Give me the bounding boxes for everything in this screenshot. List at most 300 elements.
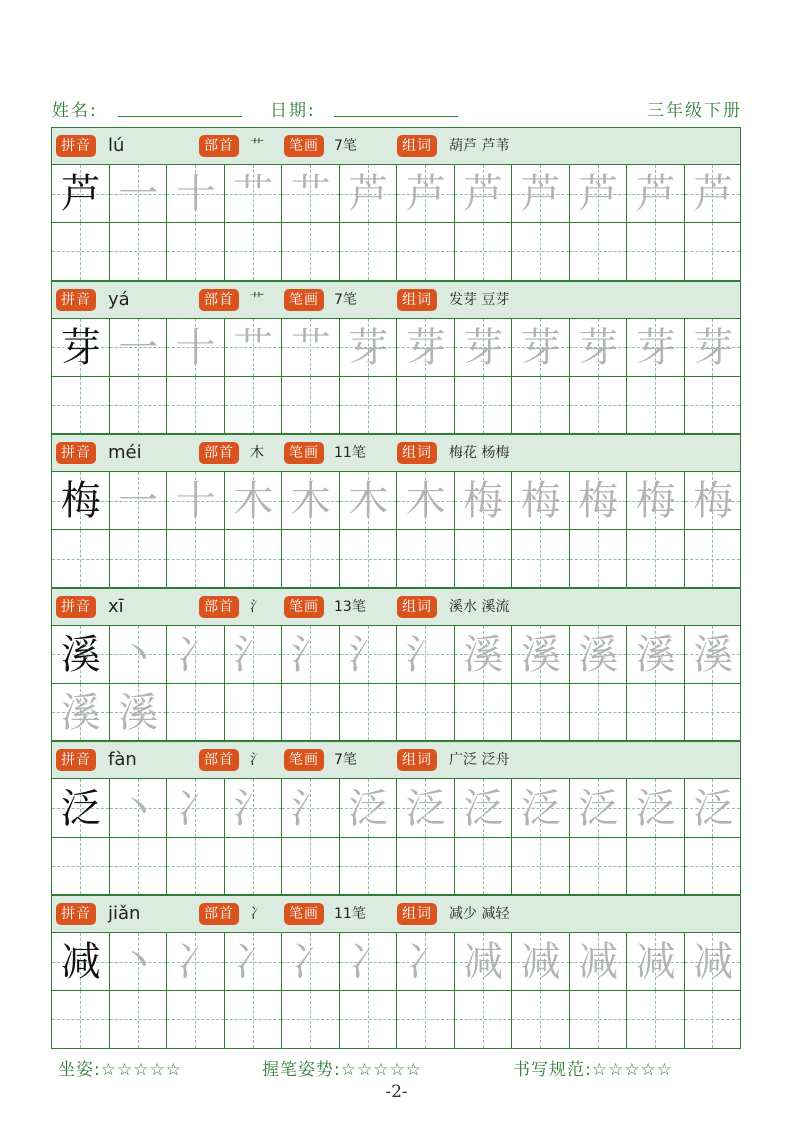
writing-cell[interactable]	[626, 683, 684, 741]
character-block	[51, 127, 741, 281]
guide-line	[540, 530, 541, 586]
worksheet-header	[52, 96, 742, 122]
writing-cell[interactable]	[339, 932, 397, 990]
guide-line	[712, 377, 713, 433]
writing-cell[interactable]	[109, 683, 167, 741]
writing-cell[interactable]	[511, 837, 569, 895]
writing-cell[interactable]	[511, 471, 569, 529]
writing-cell[interactable]	[511, 529, 569, 587]
model-character: 溪	[60, 631, 101, 678]
writing-cell[interactable]	[339, 683, 397, 741]
character-block	[51, 434, 741, 588]
guide-line	[253, 684, 254, 740]
strokes-value: 13笔	[334, 598, 366, 615]
writing-cell[interactable]	[109, 376, 167, 434]
writing-cell[interactable]	[281, 376, 339, 434]
writing-cell[interactable]	[626, 990, 684, 1048]
words-value: 葫芦 芦苇	[449, 138, 510, 154]
guide-line	[138, 991, 139, 1047]
writing-cell[interactable]	[281, 471, 339, 529]
guide-line	[253, 223, 254, 279]
writing-cell[interactable]	[626, 932, 684, 990]
pinyin-tag: 拼音	[56, 903, 96, 925]
writing-cell[interactable]	[166, 222, 224, 280]
trace-character: 一	[118, 478, 159, 525]
guide-line	[655, 377, 656, 433]
trace-character: 氵	[348, 631, 389, 678]
trace-character: 芦	[578, 171, 619, 218]
writing-cell[interactable]	[396, 778, 454, 836]
writing-cell[interactable]	[396, 837, 454, 895]
writing-cell[interactable]	[51, 683, 109, 741]
radical-tag: 部首	[199, 596, 239, 618]
trace-character: 艹	[233, 324, 274, 371]
trace-character: 梅	[635, 478, 676, 525]
writing-cell[interactable]	[511, 990, 569, 1048]
guide-line	[540, 991, 541, 1047]
guide-line	[80, 530, 81, 586]
trace-character: 芽	[405, 324, 446, 371]
guide-line	[80, 223, 81, 279]
trace-character: 冫	[175, 785, 216, 832]
trace-character: 氵	[290, 631, 331, 678]
writing-cell[interactable]	[109, 778, 167, 836]
trace-character: 梅	[520, 478, 561, 525]
writing-cell[interactable]	[684, 778, 742, 836]
writing-cell[interactable]	[166, 318, 224, 376]
writing-cell[interactable]	[454, 318, 512, 376]
pinyin-value: jiǎn	[108, 903, 141, 924]
writing-cell[interactable]	[224, 625, 282, 683]
pinyin-value: yá	[108, 288, 130, 310]
trace-character: 芦	[520, 171, 561, 218]
writing-cell[interactable]	[626, 376, 684, 434]
writing-cell[interactable]	[569, 164, 627, 222]
trace-character: 木	[233, 478, 274, 525]
writing-cell[interactable]	[569, 625, 627, 683]
guide-line	[368, 684, 369, 740]
trace-character: 泛	[635, 785, 676, 832]
writing-cell[interactable]	[224, 529, 282, 587]
words-tag: 组词	[397, 596, 437, 618]
writing-cell[interactable]	[511, 318, 569, 376]
trace-character: 冫	[348, 939, 389, 986]
writing-cell[interactable]	[454, 778, 512, 836]
trace-character: 十	[175, 324, 216, 371]
trace-character: 冫	[175, 939, 216, 986]
trace-character: 梅	[578, 478, 619, 525]
writing-cell[interactable]	[569, 778, 627, 836]
writing-cell[interactable]	[224, 222, 282, 280]
writing-cell[interactable]	[51, 932, 109, 990]
writing-cell[interactable]	[454, 932, 512, 990]
writing-cell[interactable]	[166, 778, 224, 836]
writing-cell[interactable]	[109, 990, 167, 1048]
writing-cell[interactable]	[51, 778, 109, 836]
writing-cell[interactable]	[166, 990, 224, 1048]
writing-cell[interactable]	[396, 164, 454, 222]
writing-cell[interactable]	[396, 471, 454, 529]
trace-character: 冫	[290, 939, 331, 986]
strokes-tag: 笔画	[284, 903, 324, 925]
writing-cell[interactable]	[454, 683, 512, 741]
guide-line	[138, 530, 139, 586]
trace-character: 芽	[520, 324, 561, 371]
writing-cell[interactable]	[396, 529, 454, 587]
writing-cell[interactable]	[569, 222, 627, 280]
guide-line	[425, 838, 426, 894]
radical-value: 冫	[250, 906, 264, 922]
trace-character: 减	[520, 939, 561, 986]
guide-line	[483, 377, 484, 433]
writing-cell[interactable]	[166, 625, 224, 683]
writing-cell[interactable]	[109, 222, 167, 280]
writing-cell[interactable]	[224, 932, 282, 990]
guide-line	[368, 838, 369, 894]
writing-cell[interactable]	[626, 625, 684, 683]
writing-cell[interactable]	[396, 932, 454, 990]
words-value: 发芽 豆芽	[449, 291, 510, 308]
trace-character: 泛	[463, 785, 504, 832]
tianzige-grid	[51, 778, 741, 895]
grade-label: 三年级下册	[647, 101, 742, 121]
writing-cell[interactable]	[339, 222, 397, 280]
pinyin-value: méi	[108, 442, 142, 464]
writing-cell[interactable]	[51, 318, 109, 376]
guide-line	[195, 684, 196, 740]
writing-cell[interactable]	[166, 376, 224, 434]
writing-cell[interactable]	[569, 837, 627, 895]
writing-cell[interactable]	[511, 683, 569, 741]
guide-line	[540, 223, 541, 279]
writing-cell[interactable]	[569, 683, 627, 741]
writing-cell[interactable]	[109, 471, 167, 529]
tianzige-grid	[51, 625, 741, 742]
writing-cell[interactable]	[569, 529, 627, 587]
writing-cell[interactable]	[51, 164, 109, 222]
writing-cell[interactable]	[109, 932, 167, 990]
radical-value: 氵	[250, 752, 264, 769]
trace-character: 芦	[693, 171, 734, 218]
trace-character: 溪	[520, 631, 561, 678]
writing-cell[interactable]	[281, 318, 339, 376]
writing-cell[interactable]	[454, 222, 512, 280]
writing-cell[interactable]	[511, 164, 569, 222]
trace-character: 十	[175, 171, 216, 218]
guide-line	[655, 684, 656, 740]
writing-cell[interactable]	[569, 318, 627, 376]
writing-cell[interactable]	[224, 683, 282, 741]
writing-cell[interactable]	[511, 932, 569, 990]
writing-cell[interactable]	[684, 990, 742, 1048]
writing-cell[interactable]	[684, 529, 742, 587]
name-blank[interactable]	[118, 116, 242, 117]
trace-character: 溪	[635, 631, 676, 678]
writing-cell[interactable]	[51, 990, 109, 1048]
trace-character: 氵	[290, 785, 331, 832]
writing-cell[interactable]	[281, 778, 339, 836]
writing-cell[interactable]	[109, 625, 167, 683]
guide-line	[425, 991, 426, 1047]
guide-line	[425, 684, 426, 740]
trace-character: 木	[405, 478, 446, 525]
radical-value: 艹	[250, 138, 264, 154]
writing-cell[interactable]	[224, 318, 282, 376]
guide-line	[195, 530, 196, 586]
trace-character: 十	[175, 478, 216, 525]
writing-cell[interactable]	[626, 318, 684, 376]
trace-character: 冫	[175, 631, 216, 678]
pinyin-tag: 拼音	[56, 442, 96, 464]
writing-cell[interactable]	[281, 932, 339, 990]
writing-cell[interactable]	[51, 471, 109, 529]
character-block	[51, 588, 741, 742]
writing-cell[interactable]	[454, 529, 512, 587]
writing-cell[interactable]	[454, 376, 512, 434]
writing-cell[interactable]	[166, 683, 224, 741]
radical-value: 氵	[250, 598, 264, 615]
words-tag: 组词	[397, 749, 437, 771]
trace-character: 芦	[348, 171, 389, 218]
writing-cell[interactable]	[626, 222, 684, 280]
trace-character: 溪	[118, 690, 159, 737]
writing-cell[interactable]	[569, 932, 627, 990]
writing-cell[interactable]	[224, 376, 282, 434]
writing-cell[interactable]	[396, 318, 454, 376]
strokes-value: 11笔	[334, 445, 366, 462]
guide-line	[655, 991, 656, 1047]
guide-line	[483, 530, 484, 586]
writing-cell[interactable]	[511, 625, 569, 683]
trace-character: 冫	[233, 939, 274, 986]
trace-character: 氵	[405, 631, 446, 678]
guide-line	[310, 684, 311, 740]
trace-character: 芦	[463, 171, 504, 218]
writing-cell[interactable]	[281, 529, 339, 587]
writing-cell[interactable]	[626, 778, 684, 836]
trace-character: 一	[118, 324, 159, 371]
writing-cell[interactable]	[396, 683, 454, 741]
sitting-posture-rating: 坐姿:☆☆☆☆☆	[58, 1060, 182, 1080]
writing-cell[interactable]	[339, 837, 397, 895]
guide-line	[253, 991, 254, 1047]
guide-line	[540, 684, 541, 740]
writing-cell[interactable]	[281, 222, 339, 280]
writing-cell[interactable]	[684, 376, 742, 434]
writing-cell[interactable]	[109, 318, 167, 376]
character-info-bar	[51, 895, 741, 933]
strokes-value: 7笔	[334, 138, 357, 154]
writing-cell[interactable]	[626, 471, 684, 529]
writing-cell[interactable]	[224, 778, 282, 836]
model-character: 芽	[60, 324, 101, 371]
guide-line	[310, 223, 311, 279]
guide-line	[712, 684, 713, 740]
guide-line	[598, 991, 599, 1047]
guide-line	[80, 838, 81, 894]
writing-cell[interactable]	[281, 990, 339, 1048]
writing-cell[interactable]	[51, 529, 109, 587]
writing-cell[interactable]	[511, 222, 569, 280]
guide-line	[712, 530, 713, 586]
writing-cell[interactable]	[684, 222, 742, 280]
pinyin-value: fàn	[108, 749, 137, 771]
writing-cell[interactable]	[166, 471, 224, 529]
writing-cell[interactable]	[396, 222, 454, 280]
trace-character: 泛	[520, 785, 561, 832]
writing-cell[interactable]	[339, 625, 397, 683]
writing-cell[interactable]	[684, 164, 742, 222]
writing-cell[interactable]	[684, 318, 742, 376]
writing-cell[interactable]	[51, 625, 109, 683]
guide-line	[368, 377, 369, 433]
writing-cell[interactable]	[166, 164, 224, 222]
guide-line	[712, 838, 713, 894]
trace-character: 一	[118, 171, 159, 218]
trace-character: 芽	[463, 324, 504, 371]
writing-cell[interactable]	[339, 471, 397, 529]
character-info-bar	[51, 281, 741, 319]
writing-cell[interactable]	[281, 164, 339, 222]
writing-cell[interactable]	[684, 471, 742, 529]
trace-character: 芽	[578, 324, 619, 371]
guide-line	[138, 223, 139, 279]
writing-cell[interactable]	[281, 837, 339, 895]
guide-line	[195, 223, 196, 279]
writing-cell[interactable]	[454, 837, 512, 895]
writing-cell[interactable]	[281, 625, 339, 683]
writing-cell[interactable]	[626, 529, 684, 587]
guide-line	[368, 991, 369, 1047]
guide-line	[310, 838, 311, 894]
writing-cell[interactable]	[224, 990, 282, 1048]
writing-cell[interactable]	[396, 990, 454, 1048]
writing-cell[interactable]	[396, 376, 454, 434]
writing-cell[interactable]	[626, 837, 684, 895]
writing-cell[interactable]	[684, 932, 742, 990]
trace-character: 芦	[405, 171, 446, 218]
writing-cell[interactable]	[339, 318, 397, 376]
strokes-tag: 笔画	[284, 596, 324, 618]
model-character: 减	[60, 939, 101, 986]
trace-character: 艹	[233, 171, 274, 218]
guide-line	[138, 377, 139, 433]
writing-cell[interactable]	[511, 778, 569, 836]
character-block	[51, 281, 741, 435]
writing-cell[interactable]	[454, 990, 512, 1048]
date-label: 日期:	[270, 101, 316, 121]
radical-value: 艹	[250, 291, 264, 308]
pinyin-tag: 拼音	[56, 596, 96, 618]
writing-cell[interactable]	[224, 471, 282, 529]
guide-line	[598, 838, 599, 894]
writing-cell[interactable]	[396, 625, 454, 683]
guide-line	[253, 838, 254, 894]
trace-character: 溪	[60, 690, 101, 737]
writing-cell[interactable]	[339, 778, 397, 836]
writing-cell[interactable]	[166, 529, 224, 587]
guide-line	[368, 223, 369, 279]
writing-cell[interactable]	[166, 932, 224, 990]
trace-character: 溪	[463, 631, 504, 678]
guide-line	[425, 530, 426, 586]
writing-cell[interactable]	[684, 837, 742, 895]
writing-cell[interactable]	[51, 376, 109, 434]
writing-cell[interactable]	[224, 164, 282, 222]
trace-character: 木	[348, 478, 389, 525]
guide-line	[598, 377, 599, 433]
radical-tag: 部首	[199, 442, 239, 464]
model-character: 梅	[60, 478, 101, 525]
trace-character: 泛	[405, 785, 446, 832]
guide-line	[138, 838, 139, 894]
writing-cell[interactable]	[511, 376, 569, 434]
guide-line	[655, 838, 656, 894]
guide-line	[540, 377, 541, 433]
writing-cell[interactable]	[109, 837, 167, 895]
writing-cell[interactable]	[109, 529, 167, 587]
strokes-value: 7笔	[334, 291, 357, 308]
strokes-tag: 笔画	[284, 289, 324, 311]
writing-cell[interactable]	[454, 625, 512, 683]
writing-cell[interactable]	[339, 990, 397, 1048]
writing-cell[interactable]	[454, 164, 512, 222]
trace-character: 丶	[118, 785, 159, 832]
words-value: 广泛 泛舟	[449, 752, 510, 769]
writing-cell[interactable]	[51, 222, 109, 280]
trace-character: 芦	[635, 171, 676, 218]
pinyin-value: lú	[108, 135, 125, 156]
guide-line	[253, 530, 254, 586]
guide-line	[425, 377, 426, 433]
words-tag: 组词	[397, 903, 437, 925]
trace-character: 泛	[578, 785, 619, 832]
writing-cell[interactable]	[626, 164, 684, 222]
guide-line	[483, 223, 484, 279]
page-number: -2-	[385, 1082, 408, 1102]
words-tag: 组词	[397, 289, 437, 311]
guide-line	[655, 530, 656, 586]
writing-cell[interactable]	[51, 837, 109, 895]
writing-cell[interactable]	[224, 837, 282, 895]
writing-cell[interactable]	[339, 376, 397, 434]
pinyin-value: xī	[108, 595, 124, 617]
strokes-tag: 笔画	[284, 749, 324, 771]
writing-cell[interactable]	[454, 471, 512, 529]
radical-tag: 部首	[199, 135, 239, 157]
writing-cell[interactable]	[684, 683, 742, 741]
writing-cell[interactable]	[339, 529, 397, 587]
writing-cell[interactable]	[109, 164, 167, 222]
trace-character: 艹	[290, 171, 331, 218]
trace-character: 减	[635, 939, 676, 986]
writing-cell[interactable]	[569, 990, 627, 1048]
trace-character: 芽	[348, 324, 389, 371]
writing-cell[interactable]	[166, 837, 224, 895]
date-blank[interactable]	[334, 116, 458, 117]
trace-character: 氵	[233, 785, 274, 832]
writing-cell[interactable]	[684, 625, 742, 683]
writing-cell[interactable]	[569, 471, 627, 529]
writing-cell[interactable]	[569, 376, 627, 434]
name-label: 姓名:	[52, 101, 98, 121]
trace-character: 溪	[693, 631, 734, 678]
strokes-tag: 笔画	[284, 135, 324, 157]
writing-cell[interactable]	[339, 164, 397, 222]
writing-cell[interactable]	[281, 683, 339, 741]
trace-character: 梅	[463, 478, 504, 525]
guide-line	[598, 684, 599, 740]
